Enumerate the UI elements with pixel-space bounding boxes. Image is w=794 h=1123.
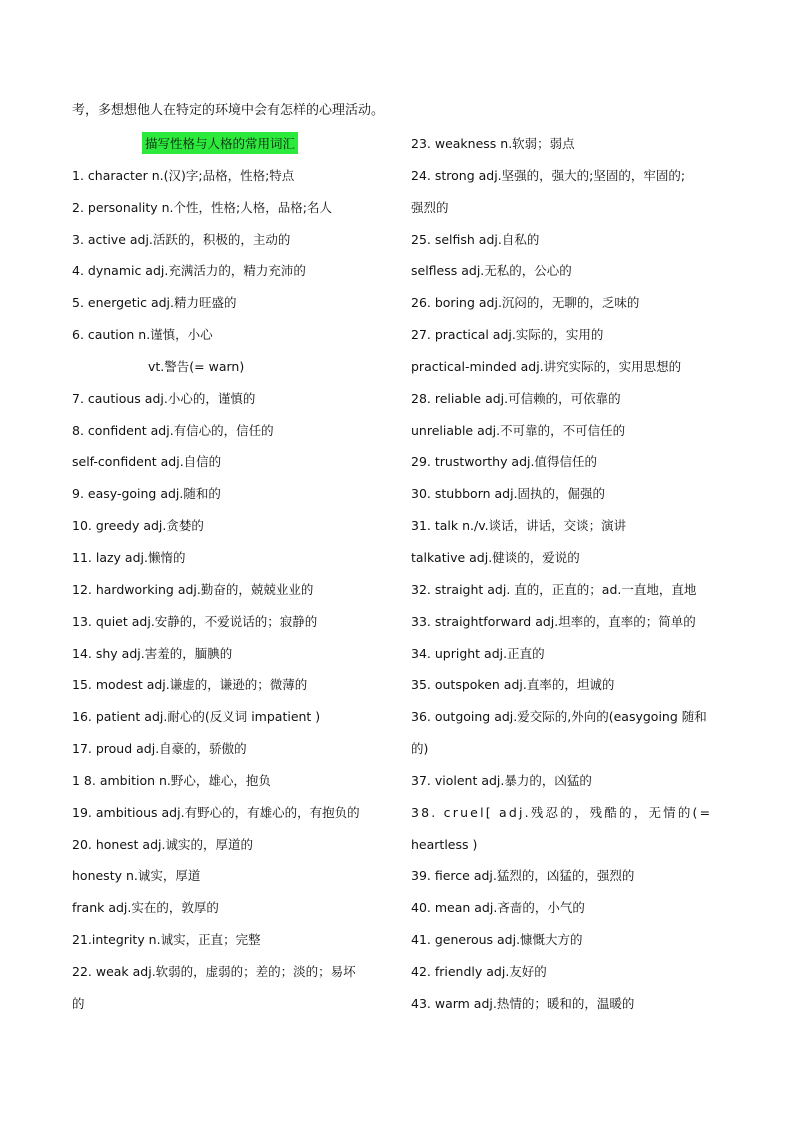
right-column-line [411, 896, 729, 928]
vocab-entry: practical-minded adj.讲究实际的，实用思想的 [411, 358, 682, 374]
vocab-entry: 9. easy-going adj.随和的 [72, 486, 221, 502]
vocab-entry: 13. quiet adj.安静的，不爱说话的；寂静的 [72, 613, 318, 629]
left-column-line [72, 450, 402, 482]
vocab-entry: 38. cruel[ adj.残忍的，残酷的，无情的(= [411, 804, 713, 820]
vocab-entry: unreliable adj.不可靠的，不可信任的 [411, 422, 626, 438]
right-column-line [411, 705, 729, 737]
vocab-entry: 21.integrity n.诚实，正直；完整 [72, 932, 261, 948]
left-column-line [72, 228, 402, 260]
vocab-entry: 34. upright adj.正直的 [411, 645, 545, 661]
right-column-line [411, 546, 729, 578]
right-column-line [411, 419, 729, 451]
right-column-line [411, 132, 729, 164]
intro-text: 考，多想想他人在特定的环境中会有怎样的心理活动。 [72, 103, 385, 118]
vocab-entry: 28. reliable adj.可信赖的，可依靠的 [411, 390, 621, 406]
right-column-line [411, 355, 729, 387]
vocab-entry: 33. straightforward adj.坦率的，直率的；简单的 [411, 613, 696, 629]
vocab-entry: 3. active adj.活跃的，积极的，主动的 [72, 231, 291, 247]
vocab-entry: 30. stubborn adj.固执的，倔强的 [411, 486, 606, 502]
left-column-line [72, 514, 402, 546]
vocab-entry: 16. patient adj.耐心的(反义词 impatient ) [72, 709, 321, 725]
vocab-entry: heartless ) [411, 836, 478, 852]
vocab-entry: 2. personality n.个性，性格;人格，品格;名人 [72, 199, 332, 215]
vocab-entry: 32. straight adj. 直的，正直的；ad.一直地，直地 [411, 581, 697, 597]
right-column-line [411, 769, 729, 801]
right-column-line [411, 196, 729, 228]
vocab-entry: honesty n.诚实，厚道 [72, 868, 201, 884]
right-column-line [411, 642, 729, 674]
vocab-entry: 39. fierce adj.猛烈的，凶猛的，强烈的 [411, 868, 635, 884]
vocab-entry: 的) [411, 741, 429, 757]
vocab-entry: 42. friendly adj.友好的 [411, 963, 547, 979]
right-column-line [411, 259, 729, 291]
vocab-entry: 17. proud adj.自豪的，骄傲的 [72, 741, 247, 757]
vocab-entry: self-confident adj.自信的 [72, 454, 222, 470]
right-column-line [411, 323, 729, 355]
left-column-line [72, 992, 402, 1024]
vocab-entry: 40. mean adj.吝啬的，小气的 [411, 900, 585, 916]
right-column-line [411, 578, 729, 610]
right-column-line [411, 737, 729, 769]
vocab-entry: 14. shy adj.害羞的，腼腆的 [72, 645, 233, 661]
vocab-entry: 11. lazy adj.懒惰的 [72, 549, 186, 565]
vocab-entry: 20. honest adj.诚实的，厚道的 [72, 836, 253, 852]
vocab-entry: 41. generous adj.慷慨大方的 [411, 932, 583, 948]
left-column-line [72, 801, 402, 833]
right-column-line [411, 228, 729, 260]
left-column-line [72, 132, 402, 164]
left-column-line [72, 864, 402, 896]
right-column [411, 132, 729, 1024]
vocab-entry: 1. character n.(汉)字;品格，性格;特点 [72, 167, 295, 183]
left-column-line [72, 578, 402, 610]
vocab-entry: 26. boring adj.沉闷的，无聊的，乏味的 [411, 295, 640, 311]
right-column-line [411, 482, 729, 514]
left-column [72, 132, 402, 1024]
left-column-line [72, 928, 402, 960]
right-column-line [411, 960, 729, 992]
right-column-line [411, 291, 729, 323]
right-column-line [411, 864, 729, 896]
left-column-line [72, 642, 402, 674]
vocab-entry: 35. outspoken adj.直率的，坦诚的 [411, 677, 615, 693]
vocab-entry: 23. weakness n.软弱；弱点 [411, 136, 575, 151]
vocab-entry: 19. ambitious adj.有野心的，有雄心的，有抱负的 [72, 804, 360, 820]
left-column-line [72, 705, 402, 737]
left-column-line [72, 164, 402, 196]
left-column-line [72, 259, 402, 291]
right-column-line [411, 450, 729, 482]
vocab-entry: 5. energetic adj.精力旺盛的 [72, 295, 237, 311]
left-column-line [72, 196, 402, 228]
vocab-entry: vt.警告(= warn) [148, 358, 245, 374]
left-column-line [72, 355, 402, 387]
right-column-line [411, 928, 729, 960]
right-column-line [411, 514, 729, 546]
right-column-line [411, 610, 729, 642]
right-column-line [411, 801, 729, 833]
left-column-line [72, 833, 402, 865]
vocab-entry: 7. cautious adj.小心的，谨慎的 [72, 390, 256, 406]
vocab-entry: 6. caution n.谨慎，小心 [72, 327, 213, 343]
right-column-line [411, 387, 729, 419]
section-heading: 描写性格与人格的常用词汇 [142, 132, 298, 154]
left-column-line [72, 610, 402, 642]
left-column-line [72, 291, 402, 323]
vocab-entry: 4. dynamic adj.充满活力的，精力充沛的 [72, 263, 306, 279]
vocab-entry: talkative adj.健谈的，爱说的 [411, 549, 580, 565]
vocab-entry: selfless adj.无私的，公心的 [411, 263, 572, 279]
vocab-entry: 25. selfish adj.自私的 [411, 231, 540, 247]
vocab-entry: 10. greedy adj.贪婪的 [72, 518, 204, 534]
right-column-line [411, 164, 729, 196]
left-column-line [72, 673, 402, 705]
right-column-line [411, 833, 729, 865]
vocab-entry: 12. hardworking adj.勤奋的，兢兢业业的 [72, 581, 314, 597]
left-column-line [72, 546, 402, 578]
vocab-entry: 22. weak adj.软弱的，虚弱的；差的；淡的；易坏 [72, 963, 356, 979]
right-column-line [411, 673, 729, 705]
left-column-line [72, 419, 402, 451]
vocab-entry: 24. strong adj.坚强的，强大的;坚固的，牢固的; [411, 167, 686, 183]
vocab-entry: 29. trustworthy adj.值得信任的 [411, 454, 597, 470]
vocab-entry: frank adj.实在的，敦厚的 [72, 900, 219, 916]
left-column-line [72, 769, 402, 801]
vocab-entry: 36. outgoing adj.爱交际的,外向的(easygoing 随和 [411, 709, 707, 725]
left-column-line [72, 737, 402, 769]
left-column-line [72, 960, 402, 992]
vocab-entry: 8. confident adj.有信心的，信任的 [72, 422, 274, 438]
vocab-entry: 31. talk n./v.谈话，讲话，交谈；演讲 [411, 518, 627, 534]
right-column-line [411, 992, 729, 1024]
vocab-entry: 37. violent adj.暴力的，凶猛的 [411, 772, 592, 788]
left-column-line [72, 323, 402, 355]
left-column-line [72, 482, 402, 514]
left-column-line [72, 387, 402, 419]
vocab-entry: 43. warm adj.热情的；暖和的，温暖的 [411, 995, 635, 1011]
vocab-entry: 27. practical adj.实际的，实用的 [411, 327, 604, 343]
vocab-entry: 15. modest adj.谦虚的，谦逊的；微薄的 [72, 677, 308, 693]
left-column-line [72, 896, 402, 928]
vocab-entry: 1 8. ambition n.野心，雄心，抱负 [72, 772, 271, 788]
vocab-entry: 强烈的 [411, 199, 449, 215]
vocab-entry: 的 [72, 995, 85, 1011]
